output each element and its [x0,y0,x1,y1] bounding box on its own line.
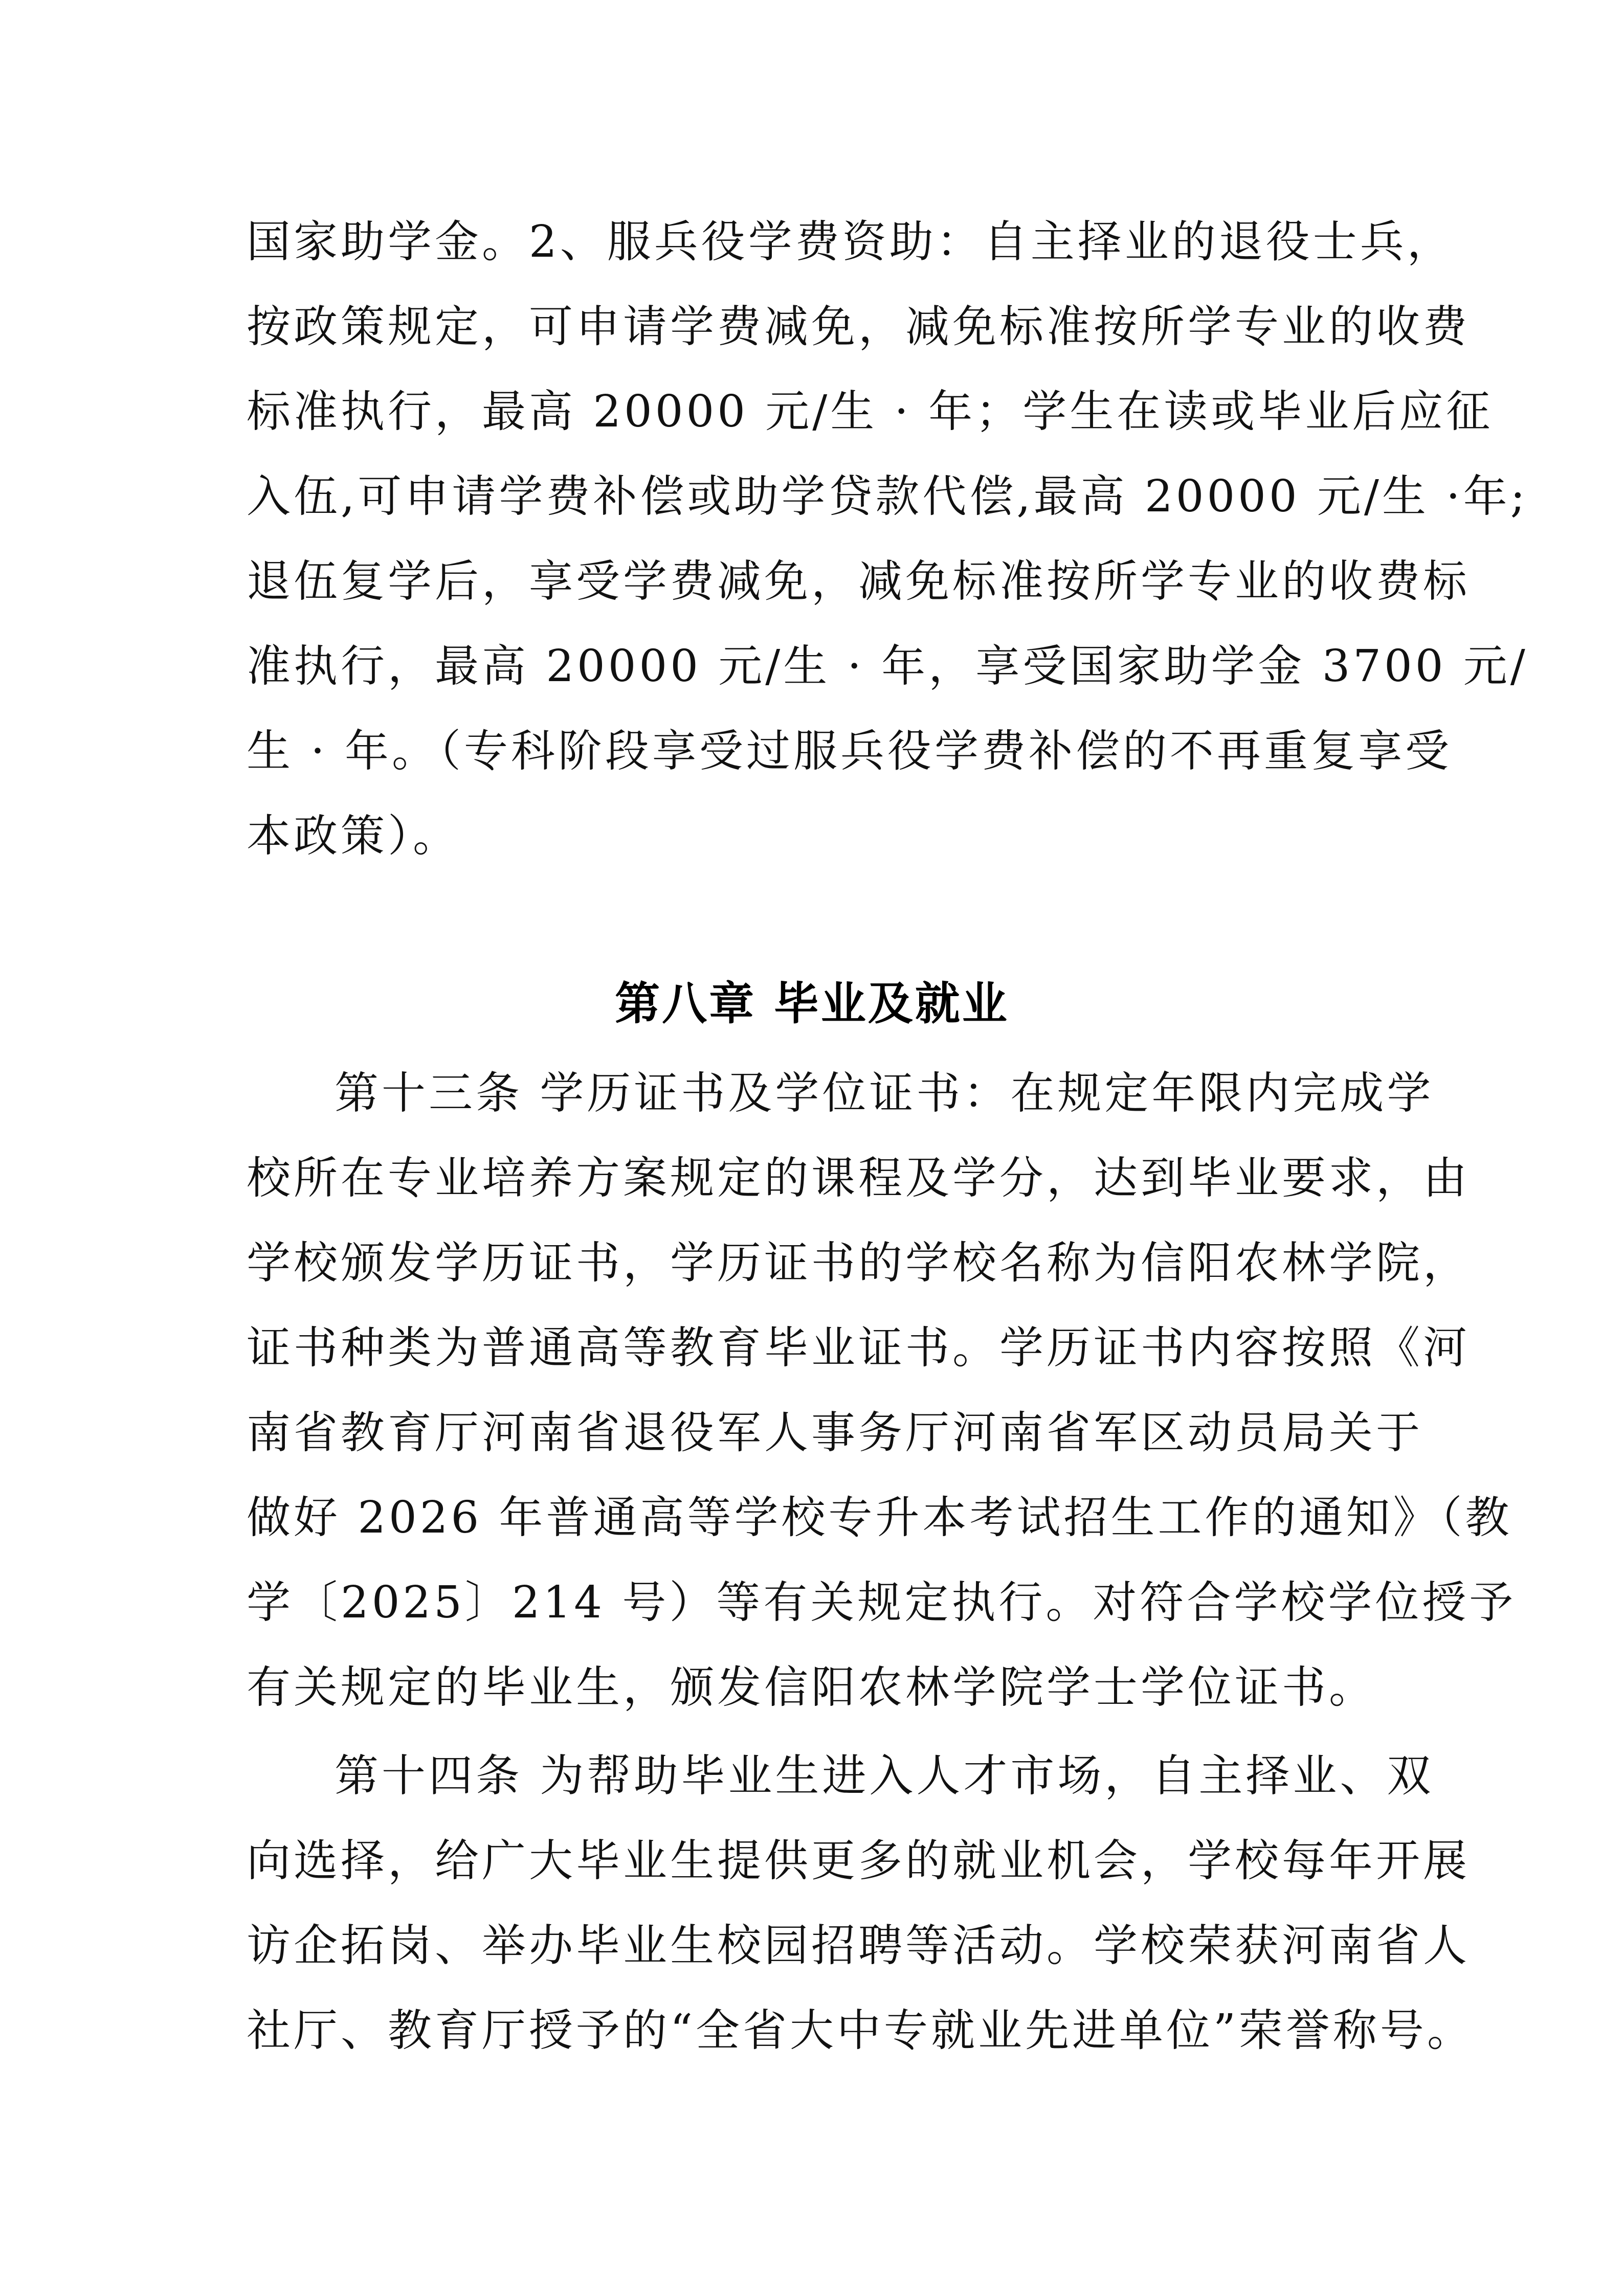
chapter-heading: 第八章 毕业及就业 [615,977,1009,1030]
text-line: 标准执行，最高 20000 元/生 · 年；学生在读或毕业后应征 [247,386,1494,437]
text-line: 向选择，给广大毕业生提供更多的就业机会，学校每年开展 [247,1835,1470,1886]
text-line: 证书种类为普通高等教育毕业证书。学历证书内容按照《河 [247,1322,1470,1374]
text-line: 退伍复学后，享受学费减免，减免标准按所学专业的收费标 [247,556,1470,607]
text-line: 有关规定的毕业生，颁发信阳农林学院学士学位证书。 [247,1662,1376,1713]
text-line: 第十四条 为帮助毕业生进入人才市场，自主择业、双 [335,1750,1434,1802]
text-line: 本政策）。 [247,811,460,862]
text-line: 生 · 年。（专科阶段享受过服兵役学费补偿的不再重复享受 [247,726,1453,777]
paragraph-tuition-aid [247,199,1528,879]
text-line: 学校颁发学历证书，学历证书的学校名称为信阳农林学院， [247,1237,1470,1289]
text-line: 学〔2025〕214 号）等有关规定执行。对符合学校学位授予 [247,1577,1517,1628]
text-line: 国家助学金。2、服兵役学费资助：自主择业的退役士兵， [247,216,1454,267]
text-line: 校所在专业培养方案规定的课程及学分，达到毕业要求，由 [247,1153,1470,1204]
article-13 [247,1051,1517,1730]
text-line: 做好 2026 年普通高等学校专升本考试招生工作的通知》（教 [247,1492,1512,1543]
text-line: 准执行，最高 20000 元/生 · 年，享受国家助学金 3700 元/ [247,641,1528,692]
article-14 [247,1734,1474,2073]
text-line: 社厅、教育厅授予的“全省大中专就业先进单位”荣誉称号。 [247,2005,1474,2056]
text-line: 第十三条 学历证书及学位证书：在规定年限内完成学 [335,1068,1434,1119]
text-line: 访企拓岗、举办毕业生校园招聘等活动。学校荣获河南省人 [247,1920,1470,1971]
text-line: 入伍,可申请学费补偿或助学贷款代偿,最高 20000 元/生 ·年; [247,471,1528,522]
text-line: 按政策规定，可申请学费减免，减免标准按所学专业的收费 [247,301,1470,352]
text-line: 南省教育厅河南省退役军人事务厅河南省军区动员局关于 [247,1407,1423,1458]
